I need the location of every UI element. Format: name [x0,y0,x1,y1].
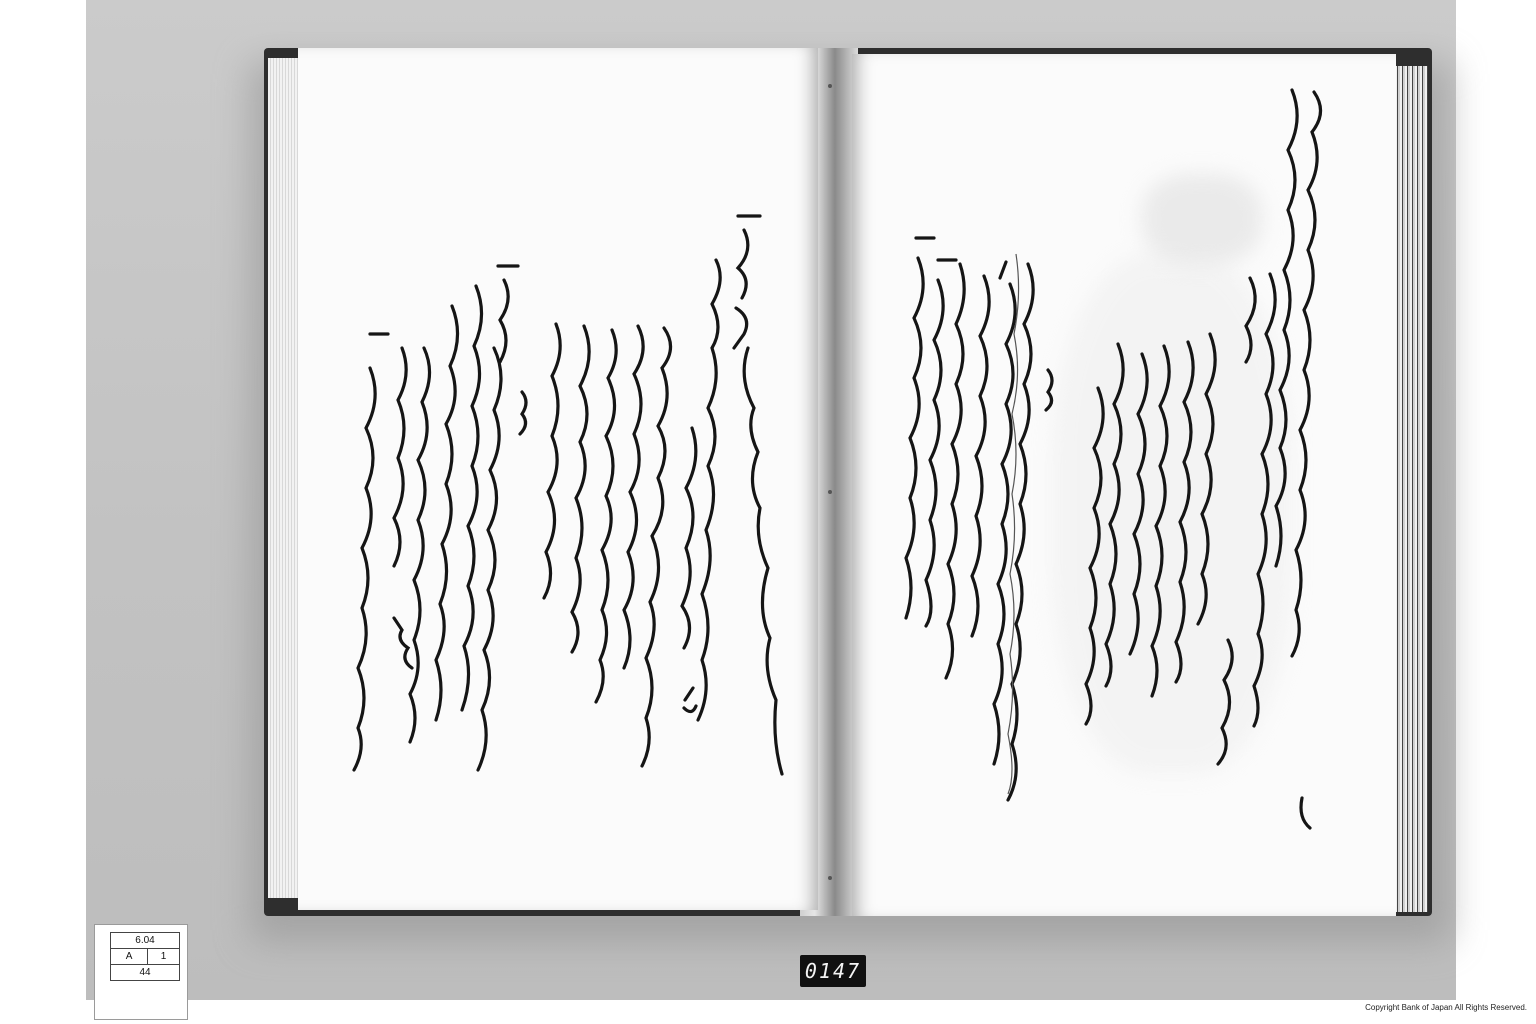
left-page-handwriting [298,48,818,910]
binding-hole [828,490,832,494]
table-row [111,965,180,981]
binding-hole [828,84,832,88]
ref-cell: A [111,949,148,965]
table-row [111,949,180,965]
ref-cell: 44 [111,965,180,981]
ref-cell: 6.04 [111,933,180,949]
reference-card-table [110,932,180,981]
frame-number: 0147 [800,955,866,987]
binding-hole [828,876,832,880]
copyright-notice: Copyright Bank of Japan All Rights Reserved. [1362,1002,1530,1013]
right-page [852,54,1396,916]
right-page-handwriting [852,54,1396,916]
page-stack-left [268,58,298,898]
table-row [111,933,180,949]
ref-cell: 1 [148,949,180,965]
left-page [298,48,818,910]
